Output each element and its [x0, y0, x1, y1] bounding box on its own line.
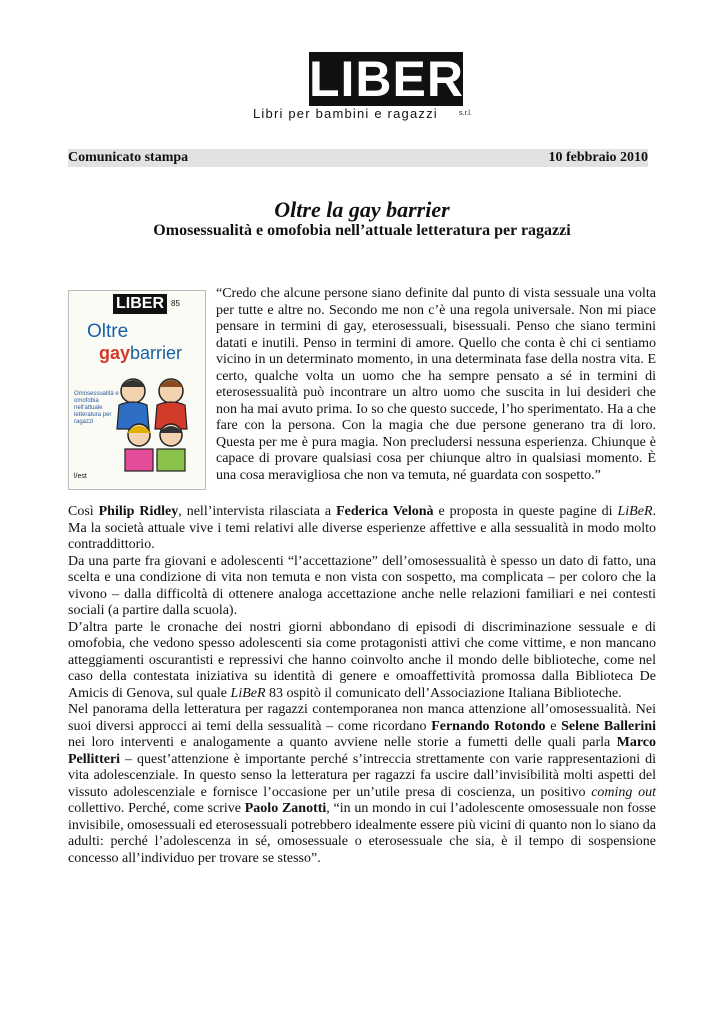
interviewer-name: Federica Velonà [336, 504, 434, 519]
cover-title-line2 [99, 343, 182, 364]
book-cover-image [68, 290, 206, 490]
ridley-quote: “Credo che alcune persone siano definite dal punto di vista sessuale una volta per tutte e altre no. Secondo me non c’è una regola universale. Non mi piace pensare in termini di gay, eterosessuali, bisessuali. Penso che siano termini datati e inutili. Penso in termini di amore. Quello che conta è chi ci sentiamo vicino in un determinato momento, in una determinata fase della nostra vita. E certo, qualche volta un uomo che ha sempre pensato a sé in termini di eterosessualità può incontrare un altro uomo che suscita in lui desideri che non ha mai avuto prima. Io so che questo succede, l’ho sperimentato. Ha a che fare con la persona. Con la magia che due persone generano tra di loro. Questa per me è pura magia. Non precludersi nessuna esperienza. Chiunque è capace di provare qualsiasi cosa per chiunque altro in qualsiasi momento. È una cosa meravigliosa che non va temuta, né guardata con sospetto.” [216, 286, 656, 483]
author-name: Selene Ballerini [561, 718, 656, 734]
header-date: 10 febbraio 2010 [548, 150, 648, 165]
cover-illustration-icon [109, 369, 201, 479]
text-run: Così [68, 504, 99, 519]
logo-suffix: s.r.l. [459, 110, 472, 117]
article-body [68, 504, 656, 867]
author-name: Philip Ridley [98, 504, 179, 519]
author-name: Fernando Rotondo [431, 718, 546, 734]
logo-brand: LIBER [309, 51, 464, 107]
page-subtitle: Omosessualità e omofobia nell’attuale letteratura per ragazzi [153, 222, 571, 239]
text-run: Nel panorama della letteratura per ragazzi contemporanea non manca attenzione all’omosessualità. Nei suoi diversi approcci ai temi della sessualità – come ricordano [68, 702, 656, 734]
author-name: Paolo Zanotti [244, 801, 327, 816]
text-run: , “in un mondo in cui l’adolescente omosessuale non fosse invisibile, omosessuali ed eterosessuali potrebbero idealmente essere più vicini di quanto non lo siano da adulti: perché l’adolescenza in sé, omosessuale o eterosessuale che sia, è il tempo di sospensione concesso all’individuo per trovare se stesso”. [68, 801, 657, 866]
page-title: Oltre la gay barrier [274, 197, 450, 222]
cover-title-barrier: barrier [130, 343, 183, 363]
paragraph-1 [68, 504, 656, 554]
text-run: 83 ospitò il comunicato dell’Associazione Italiana Biblioteche. [265, 685, 622, 701]
logo-tagline: Libri per bambini e ragazzi [253, 106, 438, 121]
text-run: e [545, 718, 562, 734]
magazine-name: LiBeR [230, 685, 266, 701]
text-run: e proposta in queste pagine di [433, 504, 618, 519]
paragraph-4 [68, 702, 656, 867]
cover-title-line1: Oltre [87, 321, 129, 342]
cover-number: 85 [171, 299, 180, 308]
text-run: nei loro interventi e analogamente a quanto avviene nelle storie a fumetti delle quali parla [68, 735, 617, 750]
cover-text: Omosessualità e omofobia nell'attuale letteratura per ragazzi [74, 391, 119, 425]
emphasis: coming out [591, 784, 656, 800]
paragraph-3 [68, 620, 656, 703]
paragraph-2: Da una parte fra giovani e adolescenti “l’accettazione” dell’omosessualità è spesso un dato di fatto, una scelta e una condizione di vita non temuta e non vista con sospetto, ma complicata – per coloro che la vivono – dalla difficoltà di ottenere analoga accettazione anche nelle relazioni familiari e nei contesti sociali (a partire dalla scuola). [68, 553, 656, 618]
text-run: – quest’attenzione è importante perché s’intreccia strettamente con varie rappresentazioni di vita adolescenziale. In questo senso la letteratura per ragazzi fa uscire dall’invisibilità molti aspetti del vissuto adolescenziale e fornisce l’occasione per un’utile presa di coscienza, un positivo [68, 751, 656, 800]
liber-logo [253, 52, 478, 122]
header-bar [68, 149, 648, 167]
text-run: collettivo. Perché, come scrive [68, 801, 245, 816]
cover-title-gay: gay [99, 343, 131, 363]
author-name: Marco Pellitteri [68, 735, 656, 767]
magazine-name: LiBeR [617, 504, 653, 519]
header-label: Comunicato stampa [68, 150, 189, 165]
text-run: . Ma la società attuale vive i temi relativi alle diverse esperienze affettive e alla sessualità in modo molto contraddittorio. [68, 504, 656, 552]
text-run: D’altra parte le cronache dei nostri giorni abbondano di episodi di discriminazione sessuale e di omofobia, che vedono spesso adolescenti sia come protagonisti attivi che come vittime, e non mancano atteggiamenti oscurantisti e repressivi che hanno coinvolto anche il mondo delle biblioteche, come nel caso della contestata iniziativa su identità di genere e omoaffettività promossa dalla Biblioteca De Amicis di Genova, sul quale [68, 619, 656, 701]
cover-brand: LIBER [113, 294, 167, 314]
text-run: , nell’intervista rilasciata a [178, 504, 337, 519]
cover-publisher: l/est [74, 473, 87, 480]
